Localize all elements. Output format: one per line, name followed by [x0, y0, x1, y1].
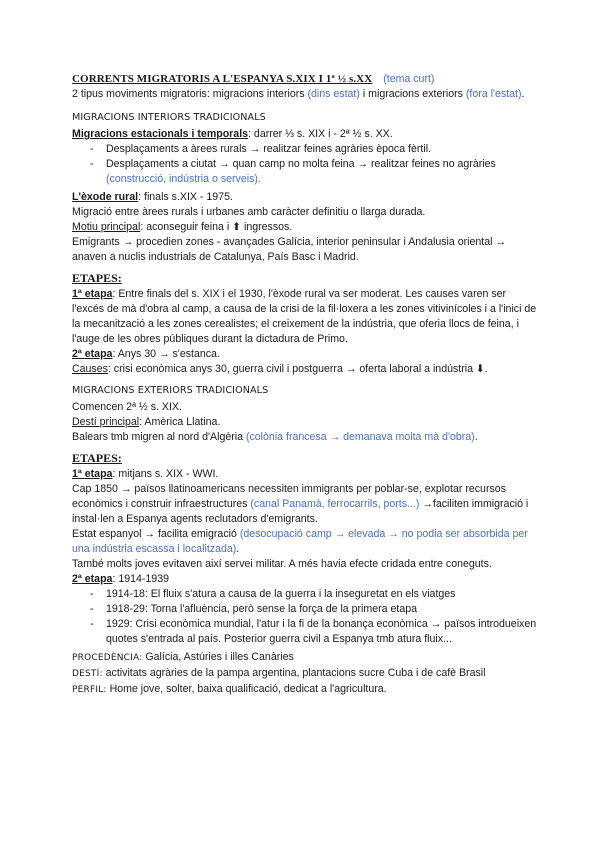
etapa2-list — [72, 587, 540, 647]
desti-summary-label: DESTÍ: — [72, 669, 103, 679]
etapa1-text: : Entre finals del s. XIX i el 1930, l'èxode rural va ser moderat. Les causes varen ser l'excés de mà d'obra al camp, a causa de la crisi de la fil·loxera a les zones vitivinícoles i a l'inici de la mecanització a les zones cerealistes; el creixement de la indústria, que oferia llocs de feina, i l'auge de les obres públiques durant la dictadura de Primo. — [72, 288, 537, 345]
causes-text: : crisi econòmica anys 30, guerra civil i postguerra → oferta laboral a indústria ⬇. — [107, 363, 488, 375]
estat-b: (desocupació camp → elevada → no podia ser absorbida per una indústria escassa i localitzada) — [72, 528, 528, 555]
exteriors-heading: MIGRACIONS EXTERIORS TRADICIONALS — [72, 385, 269, 396]
bullet-text: Desplaçaments a ciutat → quan camp no molta feina → realitzar feines no agràries — [106, 158, 496, 170]
estacionals-list — [72, 142, 540, 187]
title-note: (tema curt) — [383, 73, 435, 85]
motiu-line — [72, 220, 540, 235]
ext-etapa2-label: 2ª etapa — [72, 573, 113, 585]
etapa1-paragraph — [72, 287, 540, 347]
ext-etapa1-label: 1ª etapa — [72, 468, 113, 480]
bullet-text: 1929: Crisi econòmica mundial, l'atur i la fi de la bonança econòmica → països introdueixen quotes s'entrada al país. Posterior guerra civil a Espanya tmb atura fluix... — [106, 618, 537, 645]
exode-text: : finals s.XIX - 1975. — [138, 191, 233, 203]
list-item — [106, 142, 540, 157]
list-item — [106, 602, 540, 617]
intro-d: (fora l'estat) — [465, 88, 522, 100]
estat-c: . — [236, 543, 240, 555]
perfil-text: Home jove, solter, baixa qualificació, dedicat a l'agricultura. — [106, 683, 387, 695]
list-item — [106, 587, 540, 602]
desti-text: : Amèrica Llatina. — [139, 416, 221, 428]
intro-c: i migracions exteriors — [359, 88, 466, 100]
bullet-text: 1918-29: Torna l'afluència, però sense la força de la primera etapa — [106, 603, 418, 615]
exteriors-line1: Comencen 2ª ½ s. XIX. — [72, 401, 182, 413]
list-item — [106, 157, 540, 187]
etapa2-text: : Anys 30 → s'estanca. — [112, 348, 220, 360]
bullet-text: 1914-18: El fluix s'atura a causa de la guerra i la inseguretat en els viatges — [106, 588, 456, 600]
joves-line: També molts joves evitaven així servei militar. A més havia efecte cridada entre coneguts. — [72, 558, 492, 570]
interiors-heading: MIGRACIONS INTERIORS TRADICIONALS — [72, 112, 266, 123]
cap-a: Cap 1850 → països llatinoamericans necessiten immigrants per poblar-se, explotar recursos econòmics i construir infraestructures — [72, 483, 506, 510]
balears-b: (colònia francesa → demanava molta mà d'obra) — [245, 431, 475, 443]
etapa1-label: 1ª etapa — [72, 288, 113, 300]
cap1850-paragraph — [72, 482, 540, 527]
procedencia-text: Galícia, Astúries i illes Canàries — [142, 651, 294, 663]
desti-label: Destí principal — [72, 416, 140, 428]
balears-c: . — [474, 431, 478, 443]
causes-paragraph — [72, 362, 540, 377]
estat-paragraph — [72, 527, 540, 557]
list-item — [106, 617, 540, 647]
balears-a: Balears tmb migren al nord d'Algèria — [72, 431, 246, 443]
title-line — [72, 72, 540, 87]
intro-e: . — [521, 88, 525, 100]
emigrants-line: Emigrants → procedien zones - avançades Galícia, interior peninsular i Andalusia oriental → anaven a nuclis industrials de Catalunya, País Basc i Madrid. — [72, 236, 506, 263]
desti-line — [72, 415, 540, 430]
etapa2-label: 2ª etapa — [72, 348, 113, 360]
etapes2-heading-line — [72, 451, 540, 467]
motiu-text: : aconseguir feina i ⬆ ingressos. — [140, 221, 293, 233]
etapa2-paragraph — [72, 347, 540, 362]
procedencia-label: PROCEDÈNCIA: — [72, 653, 143, 663]
desti-summary-text: activitats agràries de la pampa argentina, plantacions sucre Cuba i de cafè Brasil — [102, 667, 486, 679]
intro-b: (dins estat) — [307, 88, 360, 100]
intro-a: 2 tipus moviments migratoris: migracions interiors — [72, 88, 308, 100]
ext-etapa1-line — [72, 467, 540, 482]
procedencia-line — [72, 650, 540, 666]
desti-summary-line — [72, 666, 540, 682]
cap-c: →faciliten immigració i instal·len a Espanya agents reclutadors d'emigrants. — [72, 498, 529, 525]
etapes2-heading: ETAPES: — [72, 451, 122, 465]
intro-paragraph — [72, 87, 540, 102]
bullet-text: Desplaçaments a àrees rurals → realitzar feines agràries època fèrtil. — [106, 143, 432, 155]
ext-etapa2-line — [72, 572, 540, 587]
perfil-label: PERFIL: — [72, 685, 107, 695]
ext-etapa1-text: : mitjans s. XIX - WWI. — [112, 468, 219, 480]
bullet-note: (construcció, indústria o serveis). — [106, 173, 261, 185]
balears-line — [72, 430, 540, 445]
perfil-line — [72, 682, 540, 698]
exode-description: Migració entre àrees rurals i urbanes amb caràcter definitiu o llarga durada. — [72, 206, 426, 218]
exode-label: L'èxode rural — [72, 191, 139, 203]
estat-a: Estat espanyol → facilita emigració — [72, 528, 240, 540]
etapes1-heading-line — [72, 271, 540, 287]
cap-b: (canal Panamà, ferrocarrils, ports...) — [250, 498, 420, 510]
estacionals-line — [72, 127, 540, 142]
estacionals-label: Migracions estacionals i temporals — [72, 128, 249, 140]
etapes1-heading: ETAPES: — [72, 271, 122, 285]
document-title: CORRENTS MIGRATORIS A L'ESPANYA S.XIX I 1ª ½ s.XX — [72, 73, 373, 85]
estacionals-text: : darrer ⅓ s. XIX i - 2ª ½ s. XX. — [248, 128, 393, 140]
exode-line — [72, 190, 540, 205]
ext-etapa2-text: : 1914-1939 — [112, 573, 169, 585]
causes-label: Causes — [72, 363, 108, 375]
motiu-label: Motiu principal — [72, 221, 141, 233]
